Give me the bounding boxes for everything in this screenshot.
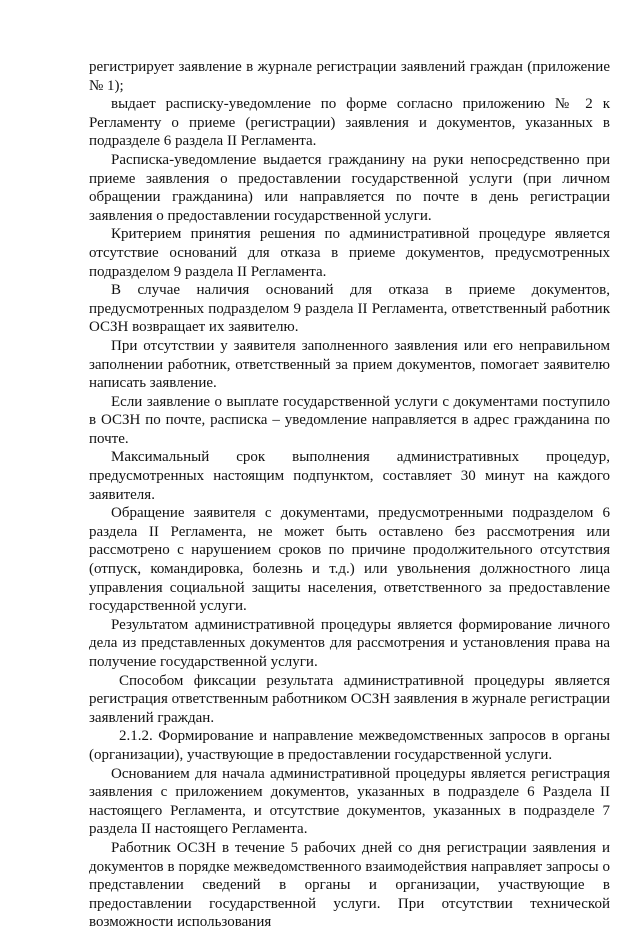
paragraph: Основанием для начала административной процедуры является регистрация заявления с приложением документов, указанных в подразделе 6 Раздела II настоящего Регламента, и отсутствие документов, указанных в подразделе 7 раздела II настоящего Регламента. xyxy=(89,765,610,838)
paragraph: Если заявление о выплате государственной услуги с документами поступило в ОСЗН по почте, расписка – уведомление направляется в адрес гражданина по почте. xyxy=(89,393,610,447)
paragraph: В случае наличия оснований для отказа в приеме документов, предусмотренных подразделом 9 раздела II Регламента, ответственный работник ОСЗН возвращает их заявителю. xyxy=(89,282,610,336)
paragraph: При отсутствии у заявителя заполненного заявления или его неправильном заполнении работник, ответственный за прием документов, помогает заявителю написать заявление. xyxy=(89,337,610,392)
paragraph: регистрирует заявление в журнале регистрации заявлений граждан (приложение № 1); xyxy=(89,59,610,94)
paragraph: Обращение заявителя с документами, предусмотренными подразделом 6 раздела II Регламента, не может быть оставлено без рассмотрения или рассмотрено с нарушением сроков по причине продолжительного отсутствия (отпуск, командировка, болезнь и т.д.) или увольнения должностного лица управления социальной защиты населения, ответственного за предоставление государственной услуги. xyxy=(89,505,610,615)
section-heading: 2.1.2. Формирование и направление межведомственных запросов в органы (организации), участвующие в предоставлении государственной услуги. xyxy=(89,728,610,763)
paragraph: Максимальный срок выполнения административных процедур, предусмотренных настоящим подпунктом, составляет 30 минут на каждого заявителя. xyxy=(89,449,610,503)
paragraph: Критерием принятия решения по административной процедуре является отсутствие оснований для отказа в приеме документов, предусмотренных подразделом 9 раздела II Регламента. xyxy=(89,226,610,280)
paragraph: Расписка-уведомление выдается гражданину на руки непосредственно при приеме заявления о предоставлении государственной услуги (при личном обращении гражданина) или направляется по почте в день регистрации заявления о предоставлении государственной услуги. xyxy=(89,151,610,224)
paragraph: выдает расписку-уведомление по форме согласно приложению № 2 к Регламенту о приеме (регистрации) заявления и документов, указанных в подразделе 6 раздела II Регламента. xyxy=(89,96,610,150)
paragraph: Способом фиксации результата административной процедуры является регистрация ответственным работником ОСЗН заявления в журнале регистрации заявлений граждан. xyxy=(89,672,610,726)
paragraph: Работник ОСЗН в течение 5 рабочих дней со дня регистрации заявления и документов в порядке межведомственного взаимодействия направляет запросы о представлении сведений в органы и организации, участвующие в предоставлении государственной услуги. При отсутствии технической возможности использования xyxy=(89,839,610,931)
paragraph: Результатом административной процедуры является формирование личного дела из представленных документов для рассмотрения и установления права на получение государственной услуги. xyxy=(89,616,610,670)
